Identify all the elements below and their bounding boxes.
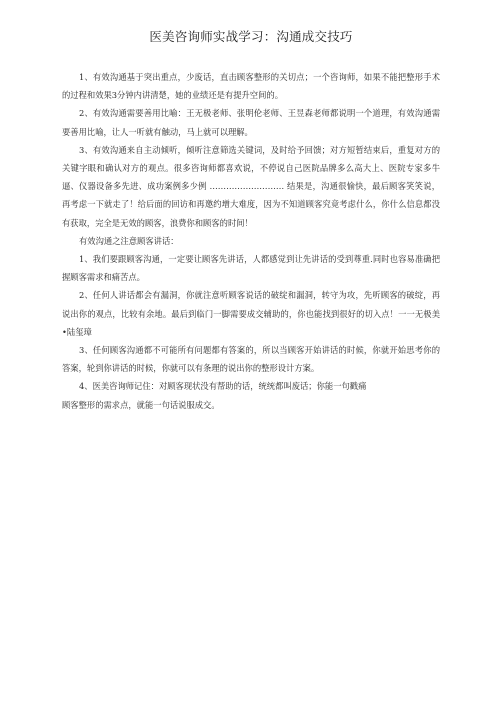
paragraph-8: 顾客整形的需求点，就能一句话说服成交。 bbox=[62, 399, 220, 410]
paragraph-4: 1、我们要跟顾客沟通，一定要让顾客先讲话，人都感觉到让先讲话的受到尊重.同时也容易准确把握顾客需求和痛苦点。 bbox=[62, 254, 440, 283]
paragraph-6: 3、任何顾客沟通都不可能所有问题都有答案的，所以当顾客开始讲话的时候，你就开始思考你的答案，轮到你讲话的时候，你就可以有条理的说出你的整形设计方案。 bbox=[62, 345, 440, 374]
paragraph-3: 3、有效沟通来自主动倾听，倾听注意筛选关键词，及时给予回馈；对方短暂结束后，重复对方的关键字眼和确认对方的观点。很多咨询师都喜欢说，不停说自己医院品牌多么高大上、医院专家多牛逼、仪器设备多先进、成功案例多少例 ……………………… 结果是，沟通很愉快，最后顾客笑笑说，再考虑一下就走了！给后面的回访和再邀约增大难度，因为不知道顾客究竟考虑什么，你什么信息都没有获取，完全是无效的顾客，浪费你和顾客的时间！ bbox=[62, 144, 440, 228]
document-page bbox=[62, 28, 440, 414]
section-heading: 有效沟通之注意顾客讲话： bbox=[79, 235, 179, 246]
paragraph-2: 2、有效沟通需要善用比喻：王无极老师、张明伦老师、王昱森老师都说明一个道理，有效沟通需要善用比喻，让人一听就有触动，马上就可以理解。 bbox=[62, 108, 440, 137]
paragraph-7: 4、医美咨询师记住：对顾客现状没有帮助的话，统统都叫废话；你能一句戳痛 bbox=[79, 381, 367, 392]
paragraph-5: 2、任何人讲话都会有漏洞，你就注意听顾客说话的破绽和漏洞，转守为攻，先听顾客的破绽，再说出你的观点，比较有余地。最后到临门一脚需要成交辅助的，你也能找到很好的切入点！一一无极美•陆玺璋 bbox=[62, 290, 440, 337]
document-title: 医美咨询师实战学习：沟通成交技巧 bbox=[149, 29, 353, 44]
paragraph-1: 1、有效沟通基于突出重点，少废话，直击顾客整形的关切点；一个咨询师，如果不能把整形手术的过程和效果3分钟内讲清楚，她的业绩还是有提升空间的。 bbox=[62, 72, 440, 101]
